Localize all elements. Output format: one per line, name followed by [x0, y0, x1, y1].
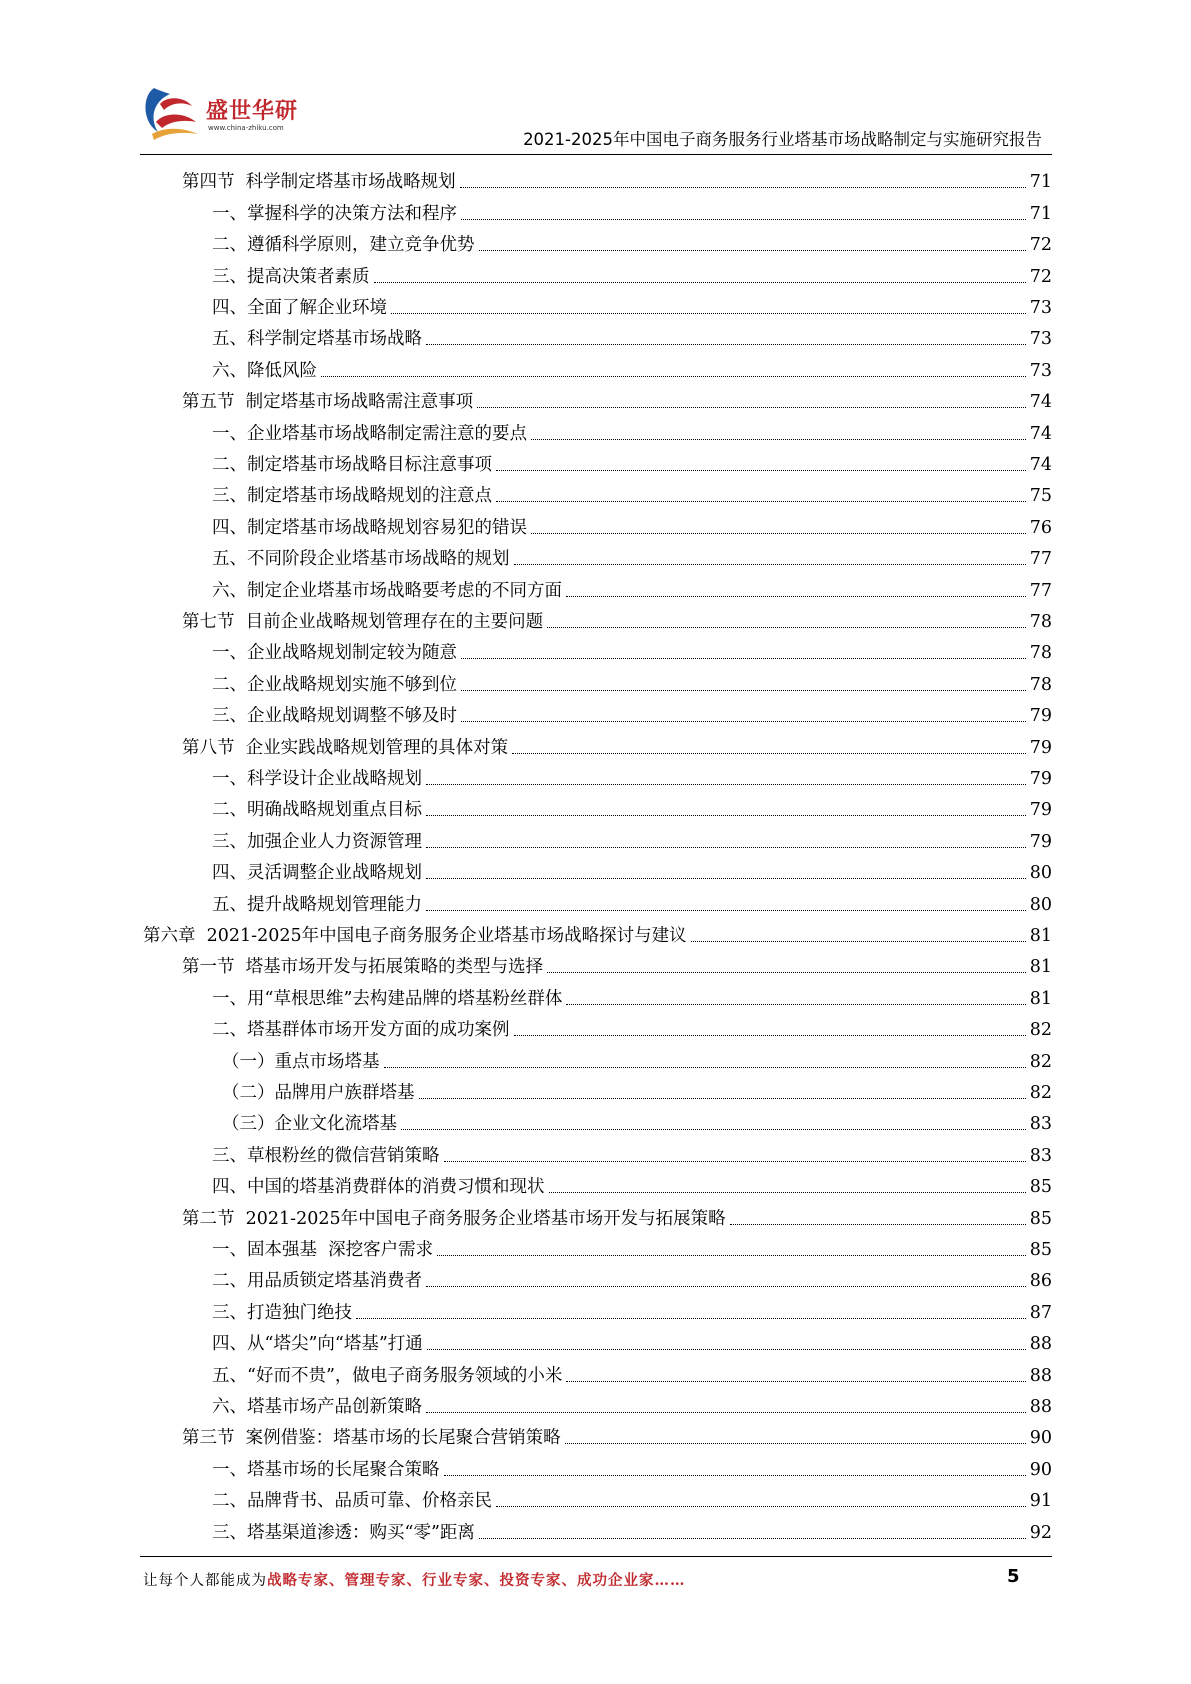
- toc-entry-label: 四、从“塔尖”向“塔基”打通: [212, 1334, 423, 1355]
- toc-entry-page: 85: [1029, 1208, 1052, 1229]
- toc-entry[interactable]: [182, 1199, 1052, 1230]
- toc-leader-dots: [444, 1475, 1026, 1476]
- toc-entry[interactable]: [212, 791, 1052, 822]
- toc-entry[interactable]: [222, 1042, 1052, 1073]
- toc-leader-dots: [461, 690, 1026, 691]
- toc-entry-page: 77: [1029, 580, 1052, 601]
- toc-leader-dots: [566, 1381, 1025, 1382]
- toc-entry-label: 二、遵循科学原则，建立竞争优势: [212, 235, 475, 256]
- toc-entry-page: 83: [1029, 1114, 1052, 1135]
- toc-entry-page: 79: [1029, 768, 1052, 789]
- toc-entry-page: 73: [1029, 297, 1052, 318]
- toc-entry-page: 78: [1029, 674, 1052, 695]
- toc-entry-label: 三、塔基渠道渗透：购买“零”距离: [212, 1522, 475, 1543]
- toc-entry[interactable]: [212, 1136, 1052, 1167]
- toc-entry-page: 72: [1029, 266, 1052, 287]
- toc-leader-dots: [419, 1098, 1026, 1099]
- toc-entry[interactable]: [182, 163, 1052, 194]
- toc-entry-label: 四、灵活调整企业战略规划: [212, 863, 422, 884]
- toc-entry-label: 第五节 制定塔基市场战略需注意事项: [182, 392, 474, 413]
- toc-leader-dots: [426, 910, 1026, 911]
- toc-entry-label: 二、塔基群体市场开发方面的成功案例: [212, 1020, 510, 1041]
- toc-leader-dots: [426, 815, 1026, 816]
- toc-entry-label: 一、企业塔基市场战略制定需注意的要点: [212, 423, 527, 444]
- toc-entry[interactable]: [222, 1074, 1052, 1105]
- toc-leader-dots: [479, 250, 1026, 251]
- toc-leader-dots: [426, 784, 1026, 785]
- toc-entry-page: 79: [1029, 831, 1052, 852]
- toc-leader-dots: [374, 282, 1026, 283]
- toc-entry-label: 三、草根粉丝的微信营销策略: [212, 1145, 440, 1166]
- toc-entry-page: 90: [1029, 1428, 1052, 1449]
- toc-leader-dots: [547, 972, 1026, 973]
- toc-entry[interactable]: [212, 1293, 1052, 1324]
- toc-entry-label: 五、不同阶段企业塔基市场战略的规划: [212, 549, 510, 570]
- toc-entry-page: 75: [1029, 486, 1052, 507]
- toc-leader-dots: [437, 1255, 1026, 1256]
- toc-entry[interactable]: [212, 446, 1052, 477]
- toc-entry[interactable]: [212, 885, 1052, 916]
- toc-entry[interactable]: [182, 603, 1052, 634]
- toc-entry-page: 81: [1029, 988, 1052, 1009]
- toc-entry[interactable]: [212, 1482, 1052, 1513]
- toc-leader-dots: [461, 721, 1026, 722]
- toc-entry-label: 二、品牌背书、品质可靠、价格亲民: [212, 1491, 492, 1512]
- toc-entry[interactable]: [212, 194, 1052, 225]
- toc-entry[interactable]: [212, 414, 1052, 445]
- toc-leader-dots: [512, 753, 1026, 754]
- toc-entry-label: 二、用品质锁定塔基消费者: [212, 1271, 422, 1292]
- toc-entry[interactable]: [212, 665, 1052, 696]
- toc-leader-dots: [461, 658, 1026, 659]
- toc-leader-dots: [384, 1067, 1026, 1068]
- footer-page-number: 5: [1007, 1566, 1020, 1587]
- toc-entry-label: 第二节 2021-2025年中国电子商务服务企业塔基市场开发与拓展策略: [182, 1208, 726, 1229]
- toc-entry-page: 74: [1029, 454, 1052, 475]
- logo-url: www.china-zhiku.com: [208, 124, 284, 132]
- toc-entry-label: 四、制定塔基市场战略规划容易犯的错误: [212, 517, 527, 538]
- toc-entry-page: 82: [1029, 1020, 1052, 1041]
- toc-leader-dots: [477, 407, 1026, 408]
- toc-entry[interactable]: [212, 1325, 1052, 1356]
- toc-entry-page: 88: [1029, 1334, 1052, 1355]
- footer-divider: [140, 1556, 1052, 1557]
- toc-leader-dots: [479, 1538, 1026, 1539]
- toc-entry[interactable]: [212, 979, 1052, 1010]
- toc-entry-label: 三、加强企业人力资源管理: [212, 831, 422, 852]
- toc-entry[interactable]: [212, 1513, 1052, 1544]
- toc-entry-page: 85: [1029, 1177, 1052, 1198]
- logo-name: 盛世华研: [206, 99, 299, 124]
- toc-entry-label: （一）重点市场塔基: [222, 1051, 380, 1072]
- toc-entry[interactable]: [212, 1388, 1052, 1419]
- toc-entry[interactable]: [212, 571, 1052, 602]
- toc-entry[interactable]: [212, 351, 1052, 382]
- toc-entry-label: 第三节 案例借鉴：塔基市场的长尾聚合营销策略: [182, 1428, 561, 1449]
- header-divider: [140, 154, 1052, 155]
- toc-entry-page: 71: [1029, 203, 1052, 224]
- toc-entry-page: 88: [1029, 1365, 1052, 1386]
- toc-leader-dots: [356, 1318, 1026, 1319]
- toc-entry-page: 77: [1029, 549, 1052, 570]
- toc-entry[interactable]: [212, 822, 1052, 853]
- toc-entry-label: （二）品牌用户族群塔基: [222, 1082, 415, 1103]
- toc-entry[interactable]: [212, 760, 1052, 791]
- toc-entry-page: 83: [1029, 1145, 1052, 1166]
- toc-entry-page: 87: [1029, 1302, 1052, 1323]
- toc-leader-dots: [566, 1004, 1025, 1005]
- footer-slogan-accent: 战略专家、管理专家、行业专家、投资专家、成功企业家……: [267, 1572, 686, 1589]
- toc-entry[interactable]: [212, 508, 1052, 539]
- toc-entry-label: 第八节 企业实践战略规划管理的具体对策: [182, 737, 509, 758]
- toc-entry-page: 80: [1029, 863, 1052, 884]
- toc-leader-dots: [531, 439, 1026, 440]
- toc-entry-label: 第七节 目前企业战略规划管理存在的主要问题: [182, 611, 544, 632]
- toc-entry[interactable]: [212, 1262, 1052, 1293]
- toc-entry-label: 六、降低风险: [212, 360, 317, 381]
- toc-entry-page: 78: [1029, 643, 1052, 664]
- toc-entry-page: 81: [1029, 957, 1052, 978]
- toc-entry-label: 二、企业战略规划实施不够到位: [212, 674, 457, 695]
- toc-entry[interactable]: [212, 289, 1052, 320]
- toc-entry[interactable]: [143, 917, 1052, 948]
- toc-entry[interactable]: [212, 257, 1052, 288]
- toc-entry[interactable]: [212, 226, 1052, 257]
- toc-entry-page: 79: [1029, 737, 1052, 758]
- toc-entry-label: 六、塔基市场产品创新策略: [212, 1396, 422, 1417]
- toc-entry-label: 第六章 2021-2025年中国电子商务服务企业塔基市场战略探讨与建议: [143, 925, 687, 946]
- toc-leader-dots: [460, 187, 1026, 188]
- toc-entry-label: 第四节 科学制定塔基市场战略规划: [182, 172, 456, 193]
- toc-leader-dots: [401, 1129, 1026, 1130]
- toc-entry[interactable]: [212, 1168, 1052, 1199]
- footer-slogan: [143, 1569, 686, 1590]
- toc-entry-label: 五、提升战略规划管理能力: [212, 894, 422, 915]
- toc-leader-dots: [427, 1349, 1026, 1350]
- toc-entry[interactable]: [182, 728, 1052, 759]
- toc-entry[interactable]: [182, 948, 1052, 979]
- toc-entry-page: 90: [1029, 1459, 1052, 1480]
- toc-leader-dots: [565, 1443, 1026, 1444]
- toc-entry-page: 78: [1029, 611, 1052, 632]
- toc-leader-dots: [514, 564, 1026, 565]
- toc-entry-label: 二、制定塔基市场战略目标注意事项: [212, 454, 492, 475]
- toc-leader-dots: [391, 313, 1026, 314]
- toc-entry-page: 86: [1029, 1271, 1052, 1292]
- toc-entry-page: 88: [1029, 1396, 1052, 1417]
- toc-entry[interactable]: [212, 1356, 1052, 1387]
- toc-leader-dots: [566, 596, 1026, 597]
- toc-entry[interactable]: [182, 1419, 1052, 1450]
- toc-entry-page: 73: [1029, 329, 1052, 350]
- toc-entry-label: 六、制定企业塔基市场战略要考虑的不同方面: [212, 580, 562, 601]
- toc-leader-dots: [426, 1286, 1026, 1287]
- toc-entry-label: 四、中国的塔基消费群体的消费习惯和现状: [212, 1177, 545, 1198]
- toc-entry[interactable]: [212, 540, 1052, 571]
- toc-entry[interactable]: [212, 1450, 1052, 1481]
- toc-entry-page: 91: [1029, 1491, 1052, 1512]
- toc-entry[interactable]: [212, 1011, 1052, 1042]
- toc-entry-label: 四、全面了解企业环境: [212, 297, 387, 318]
- toc-leader-dots: [496, 501, 1026, 502]
- toc-entry-label: 三、企业战略规划调整不够及时: [212, 706, 457, 727]
- toc-entry-label: 第一节 塔基市场开发与拓展策略的类型与选择: [182, 957, 544, 978]
- toc-entry[interactable]: [212, 634, 1052, 665]
- toc-entry-label: （三）企业文化流塔基: [222, 1114, 397, 1135]
- toc-entry-page: 80: [1029, 894, 1052, 915]
- toc-entry-label: 一、科学设计企业战略规划: [212, 768, 422, 789]
- toc-entry-page: 92: [1029, 1522, 1052, 1543]
- toc-entry-page: 82: [1029, 1082, 1052, 1103]
- page-header: [140, 80, 1052, 152]
- report-title: 2021-2025年中国电子商务服务行业塔基市场战略制定与实施研究报告: [523, 130, 1042, 149]
- logo-swoosh-icon: [140, 82, 204, 144]
- toc-entry[interactable]: [212, 854, 1052, 885]
- toc-entry-label: 三、提高决策者素质: [212, 266, 370, 287]
- toc-entry-page: 74: [1029, 423, 1052, 444]
- toc-leader-dots: [426, 878, 1026, 879]
- toc-entry-page: 82: [1029, 1051, 1052, 1072]
- toc-entry-label: 一、掌握科学的决策方法和程序: [212, 203, 457, 224]
- toc-leader-dots: [426, 344, 1026, 345]
- toc-leader-dots: [531, 533, 1026, 534]
- toc-entry-label: 一、固本强基 深挖客户需求: [212, 1239, 434, 1260]
- toc-entry[interactable]: [212, 477, 1052, 508]
- toc-leader-dots: [496, 1506, 1026, 1507]
- toc-entry-page: 72: [1029, 235, 1052, 256]
- toc-entry[interactable]: [222, 1105, 1052, 1136]
- toc-entry-label: 一、企业战略规划制定较为随意: [212, 643, 457, 664]
- toc-entry-page: 79: [1029, 800, 1052, 821]
- toc-entry-page: 76: [1029, 517, 1052, 538]
- footer-slogan-prefix: 让每个人都能成为: [143, 1573, 267, 1589]
- toc-entry[interactable]: [212, 320, 1052, 351]
- toc-entry-label: 五、“好而不贵”，做电子商务服务领域的小米: [212, 1365, 563, 1386]
- toc-leader-dots: [514, 1035, 1026, 1036]
- toc-leader-dots: [444, 1161, 1026, 1162]
- toc-leader-dots: [461, 219, 1026, 220]
- toc-entry-label: 一、用“草根思维”去构建品牌的塔基粉丝群体: [212, 988, 563, 1009]
- toc-entry-page: 73: [1029, 360, 1052, 381]
- toc-entry-page: 85: [1029, 1239, 1052, 1260]
- toc-leader-dots: [496, 470, 1026, 471]
- toc-entry-label: 三、制定塔基市场战略规划的注意点: [212, 486, 492, 507]
- toc-leader-dots: [547, 627, 1026, 628]
- toc-entry-page: 79: [1029, 706, 1052, 727]
- toc-leader-dots: [549, 1192, 1026, 1193]
- toc-entry[interactable]: [182, 383, 1052, 414]
- toc-leader-dots: [426, 847, 1026, 848]
- toc-entry-label: 三、打造独门绝技: [212, 1302, 352, 1323]
- toc-leader-dots: [426, 1412, 1026, 1413]
- toc-leader-dots: [730, 1224, 1026, 1225]
- toc-entry-label: 一、塔基市场的长尾聚合策略: [212, 1459, 440, 1480]
- toc-entry-page: 81: [1029, 925, 1052, 946]
- toc-leader-dots: [691, 941, 1026, 942]
- toc-entry-page: 74: [1029, 392, 1052, 413]
- toc-entry[interactable]: [212, 1231, 1052, 1262]
- toc-entry-label: 五、科学制定塔基市场战略: [212, 329, 422, 350]
- company-logo: [140, 80, 310, 146]
- toc-leader-dots: [321, 376, 1026, 377]
- toc-entry[interactable]: [212, 697, 1052, 728]
- toc-entry-label: 二、明确战略规划重点目标: [212, 800, 422, 821]
- toc-entry-page: 71: [1029, 172, 1052, 193]
